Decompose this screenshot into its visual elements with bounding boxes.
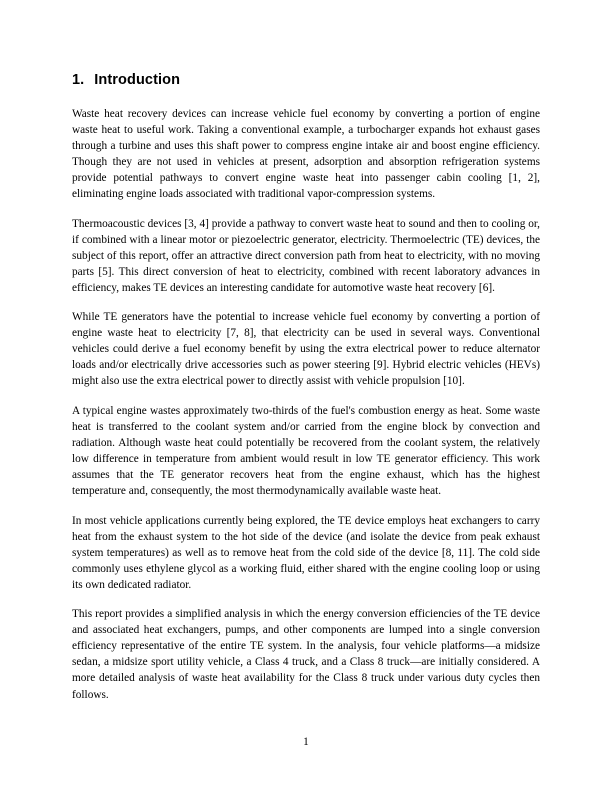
section-title: Introduction — [94, 72, 181, 88]
paragraph: A typical engine wastes approximately two-thirds of the fuel's combustion energy as heat. Some waste heat is transferred to the coolant system and/or carried from the engine block by convection and radiation. Although waste heat could potentially be recovered from the coolant system, the relatively low difference in temperature from ambient would result in low TE generator efficiency. This work assumes that the TE generator recovers heat from the engine exhaust, which has the highest temperature and, consequently, the most thermodynamically available waste heat. — [72, 405, 540, 498]
paragraph: Waste heat recovery devices can increase vehicle fuel economy by converting a portion of engine waste heat to useful work. Taking a conventional example, a turbocharger expands hot exhaust gases through a turbine and uses this shaft power to compress engine intake air and boost engine efficiency. Though they are not used in vehicles at present, adsorption and absorption refrigeration systems provide potential pathways to convert engine waste heat into passenger cabin cooling [1, 2], eliminating engine loads associated with traditional vapor-compression systems. — [72, 108, 540, 201]
paragraph: In most vehicle applications currently being explored, the TE device employs heat exchangers to carry heat from the exhaust system to the hot side of the device (and isolate the device from peak exhaust system temperatures) as well as to remove heat from the cold side of the device [8, 11]. The cold side commonly uses ethylene glycol as a working fluid, either shared with the engine cooling loop or using its own dedicated radiator. — [72, 514, 540, 591]
page-title — [72, 72, 540, 88]
section-number: 1. — [72, 72, 85, 88]
page-number: 1 — [303, 736, 309, 748]
paragraph: Thermoacoustic devices [3, 4] provide a pathway to convert waste heat to sound and then to cooling or, if combined with a linear motor or piezoelectric generator, electricity. Thermoelectric (TE) devices, the subject of this report, offer an attractive direct conversion path from heat to electricity, with no moving parts [5]. This direct conversion of heat to electricity, combined with recent laboratory advances in efficiency, makes TE devices an interesting candidate for automotive waste heat recovery [6]. — [72, 217, 540, 294]
paragraph: This report provides a simplified analysis in which the energy conversion efficiencies of the TE device and associated heat exchangers, pumps, and other components are lumped into a single conversion efficiency representative of the entire TE system. In the analysis, four vehicle platforms—a midsize sedan, a midsize sport utility vehicle, a Class 4 truck, and a Class 8 truck—are initially considered. A more detailed analysis of waste heat availability for the Class 8 truck under various duty cycles then follows. — [72, 608, 540, 701]
paragraph: While TE generators have the potential to increase vehicle fuel economy by converting a portion of engine waste heat to electricity [7, 8], that electricity can be used in several ways. Conventional vehicles could derive a fuel economy benefit by using the extra electrical power to reduce alternator loads and/or electrically drive accessories such as power steering [9]. Hybrid electric vehicles (HEVs) might also use the extra electrical power to directly assist with vehicle propulsion [10]. — [72, 311, 540, 388]
